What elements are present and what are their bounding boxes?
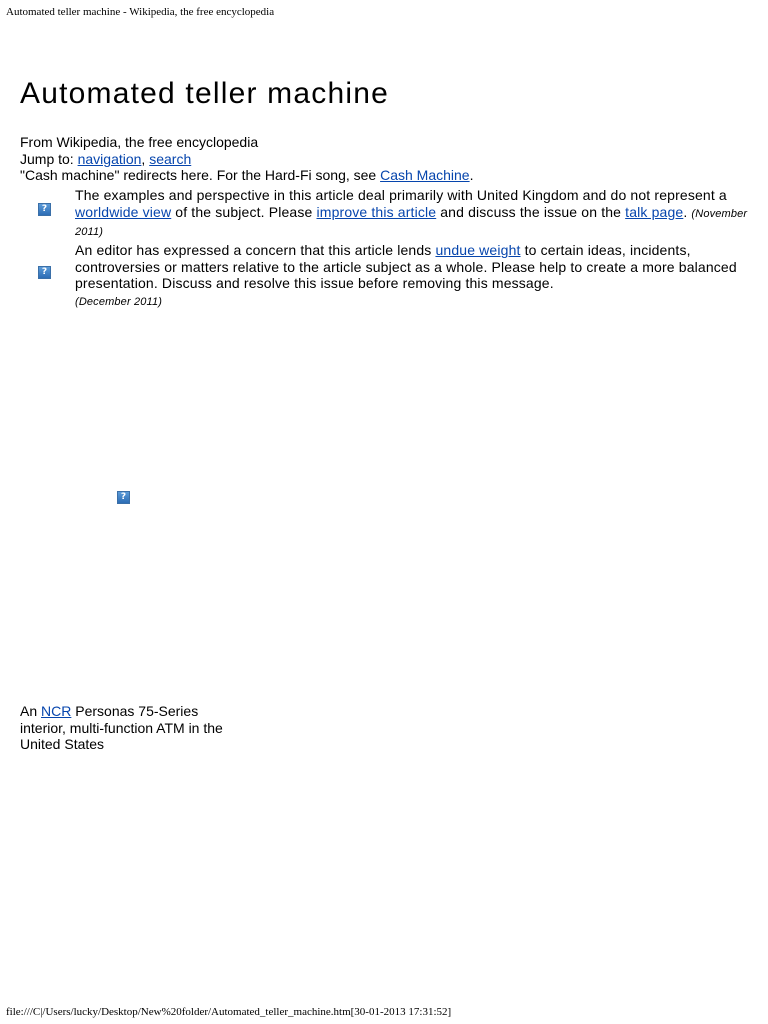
globalize-notice-text — [75, 187, 755, 241]
globalize-text-2: of the subject. Please — [171, 203, 317, 220]
print-footer: file:///C|/Users/lucky/Desktop/New%20folder/Automated_teller_machine.htm[30-01-2013 17:31:52] — [6, 1006, 452, 1018]
hatnote-text: "Cash machine" redirects here. For the Hard-Fi song, see — [20, 167, 381, 183]
undue-weight-link[interactable]: undue weight — [435, 242, 521, 258]
ncr-link[interactable]: NCR — [41, 703, 72, 719]
undue-weight-notice — [20, 241, 750, 311]
hatnote-suffix: . — [469, 167, 474, 183]
undue-text-2: to certain ideas, incidents, controversies or matters relative to the article subject as a whole. Please help to create a more balanced presentation. Discuss and resolve this issue before removing this message. — [75, 242, 737, 291]
question-icon: ? — [38, 203, 51, 216]
undue-weight-notice-text — [75, 242, 755, 310]
improve-article-link[interactable]: improve this article — [316, 203, 437, 220]
from-line: From Wikipedia, the free encyclopedia — [20, 134, 259, 150]
image-caption — [20, 703, 235, 753]
jump-to-label: Jump to: — [20, 151, 78, 167]
jump-to-line — [20, 151, 191, 168]
worldwide-view-link[interactable]: worldwide view — [75, 203, 172, 220]
search-link[interactable]: search — [149, 151, 192, 167]
print-header: Automated teller machine - Wikipedia, the free encyclopedia — [6, 6, 275, 18]
caption-prefix: An — [20, 703, 42, 719]
jump-separator: , — [141, 151, 150, 167]
globalize-text-3: and discuss the issue on the — [436, 203, 626, 220]
broken-image-icon[interactable]: ? — [117, 491, 130, 504]
hatnote — [20, 167, 473, 184]
globalize-text-4: . — [683, 203, 692, 220]
question-icon: ? — [38, 266, 51, 279]
undue-date: (December 2011) — [75, 295, 163, 308]
globalize-text-1: The examples and perspective in this article deal primarily with United Kingdom and do not represent a — [75, 187, 727, 203]
navigation-link[interactable]: navigation — [77, 151, 142, 167]
undue-text-1: An editor has expressed a concern that this article lends — [75, 242, 436, 258]
cash-machine-link[interactable]: Cash Machine — [380, 167, 470, 183]
globalize-notice — [20, 186, 750, 238]
talk-page-link[interactable]: talk page — [625, 203, 684, 220]
caption-text: Personas 75-Series interior, multi-function ATM in the United States — [20, 703, 223, 752]
page-title: Automated teller machine — [20, 77, 389, 110]
globalize-date: (November 2011) — [75, 207, 748, 238]
